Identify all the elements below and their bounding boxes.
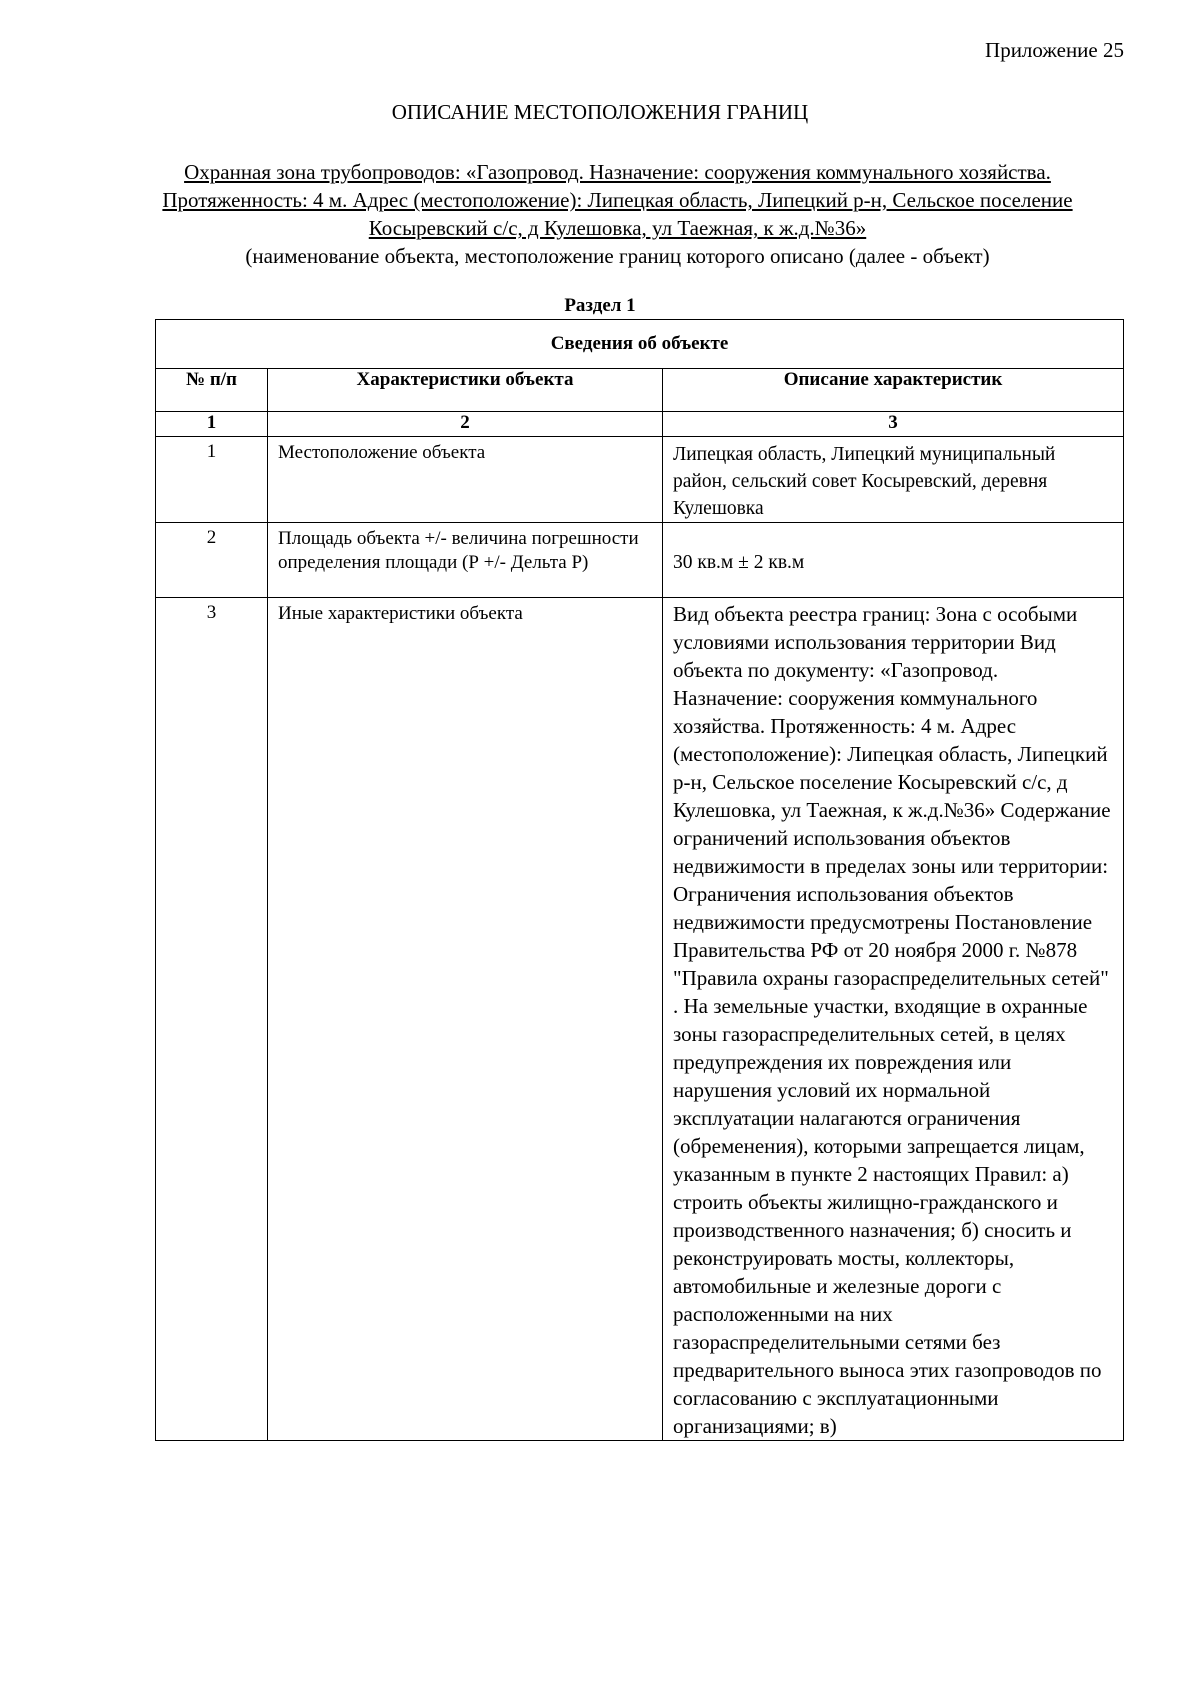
table-caption: Сведения об объекте <box>156 320 1124 369</box>
document-title: ОПИСАНИЕ МЕСТОПОЛОЖЕНИЯ ГРАНИЦ <box>391 100 809 124</box>
row-description: Липецкая область, Липецкий муниципальный район, сельский совет Косыревский, деревня Кулешовка <box>663 437 1124 523</box>
row-number: 2 <box>156 523 268 598</box>
row-number: 3 <box>156 598 268 1441</box>
table-row <box>156 598 1124 1441</box>
column-number: 2 <box>268 412 663 437</box>
table-row <box>156 437 1124 523</box>
row-characteristic: Площадь объекта +/- величина погрешности определения площади (Р +/- Дельта Р) <box>268 523 663 598</box>
column-number: 3 <box>663 412 1124 437</box>
row-description: Вид объекта реестра границ: Зона с особыми условиями использования территории Вид объекта по документу: «Газопровод. Назначение: сооружения коммунального хозяйства. Протяженность: 4 м. Адрес (местоположение): Липецкая область, Липецкий р-н, Сельское поселение Косыревский с/с, д Кулешовка, ул Таежная, к ж.д.№36» Содержание ограничений использования объектов недвижимости в пределах зоны или территории: Ограничения использования объектов недвижимости предусмотрены Постановление Правительства РФ от 20 ноября 2000 г. №878 "Правила охраны газораспределительных сетей" . На земельные участки, входящие в охранные зоны газораспределительных сетей, в целях предупреждения их повреждения или нарушения условий их нормальной эксплуатации налагаются ограничения (обременения), которыми запрещается лицам, указанным в пункте 2 настоящих Правил: а) строить объекты жилищно-гражданского и производственного назначения; б) сносить и реконструировать мосты, коллекторы, автомобильные и железные дороги с расположенными на них газораспределительными сетями без предварительного выноса этих газопроводов по согласованию с эксплуатационными организациями; в) <box>663 598 1124 1441</box>
header-description: Описание характеристик <box>663 369 1124 412</box>
column-number: 1 <box>156 412 268 437</box>
column-number-row <box>156 412 1124 437</box>
object-info-table <box>155 319 1124 1441</box>
table-header-row <box>156 369 1124 412</box>
section-label: Раздел 1 <box>564 295 636 316</box>
table-row <box>156 523 1124 598</box>
row-characteristic: Иные характеристики объекта <box>268 598 663 1441</box>
object-block <box>120 158 1115 270</box>
appendix-label: Приложение 25 <box>985 38 1124 62</box>
row-description: 30 кв.м ± 2 кв.м <box>663 523 1124 598</box>
object-caption: (наименование объекта, местоположение границ которого описано (далее - объект) <box>245 244 990 268</box>
header-number: № п/п <box>156 369 268 412</box>
row-characteristic: Местоположение объекта <box>268 437 663 523</box>
object-name: Охранная зона трубопроводов: «Газопровод. Назначение: сооружения коммунального хозяйства. Протяженность: 4 м. Адрес (местоположение): Липецкая область, Липецкий р-н, Сельское поселение Косыревский с/с, д Кулешовка, ул Таежная, к ж.д.№36» <box>162 160 1073 240</box>
row-number: 1 <box>156 437 268 523</box>
header-characteristic: Характеристики объекта <box>268 369 663 412</box>
